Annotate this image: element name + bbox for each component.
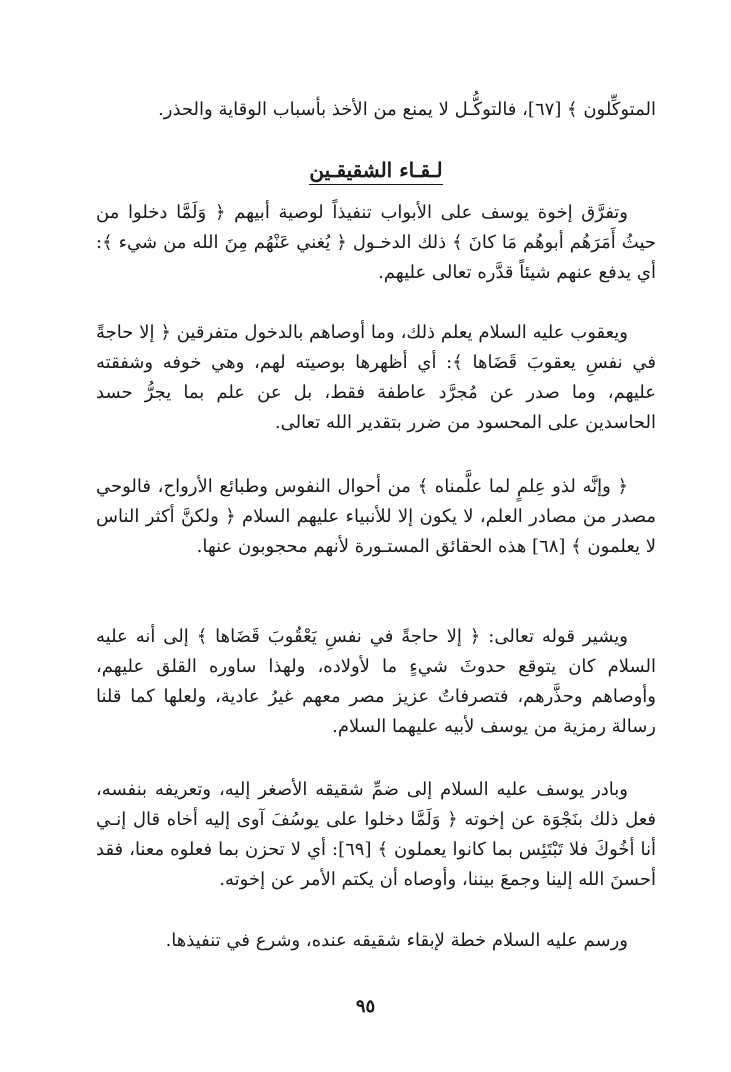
paragraph-4: ويشير قوله تعالى: ﴿ إلا حاجةً في نفسِ يَعْقُوبَ قَضَاها ﴾ إلى أنه عليه السلام كان يتوقع حدوثَ شيءٍ ما لأولاده، ولهذا ساوره القلق عليهم، وأوصاهم وحذَّرهم، فتصرفاتُ عزيز مصر معهم غيرُ عادية، ولعلها كما قلنا رسالة رمزية من يوسف لأبيه عليهما السلام.: [96, 626, 656, 737]
paragraph-5: وبادر يوسف عليه السلام إلى ضمِّ شقيقه الأصغر إليه، وتعريفه بنفسه، فعل ذلك بنَجْوَة عن إخوته ﴿ وَلَمَّا دخلوا على يوسُفَ آوى إليه أخاه قال إنـي أنا أخُوكَ فلا تَبْتَئِس بما كانوا يعملون ﴾ [٦٩]: أي لا تحزن بما فعلوه معنا، فقد أحسنَ الله إلينا وجمعَ بيننا، وأوصاه أن يكتم الأمر عن إخوته.: [96, 779, 656, 890]
page-number: ٩٥: [355, 996, 376, 1017]
paragraph-1: وتفرَّق إخوة يوسف على الأبواب تنفيذاً لوصية أبيهم ﴿ وَلَمَّا دخلوا من حيثُ أَمَرَهُم أبوهُم مَا كانَ ﴾ ذلك الدخـول ﴿ يُغني عَنْهُم مِنَ الله من شيء ﴾: أي يدفع عنهم شيئاً قدَّره تعالى عليهم.: [96, 202, 656, 283]
section-heading: [96, 154, 656, 186]
paragraph-6: ورسم عليه السلام خطة لإبقاء شقيقه عنده، وشرع في تنفيذها.: [165, 930, 628, 951]
paragraph-3: ﴿ وإنَّه لذو عِلمٍ لما علَّمناه ﴾ من أحوال النفوس وطبائع الأرواح، فالوحي مصدر من مصادر العلم، لا يكون إلا للأنبياء عليهم السلام ﴿ ولكنَّ أكثر الناس لا يعلمون ﴾ [٦٨] هذه الحقائق المستـورة لأنهم محجوبون عنها.: [96, 476, 656, 557]
continuation-line: المتوكِّلون ﴾ [٦٧]، فالتوكُّـل لا يمنع من الأخذ بأسباب الوقاية والحذر.: [158, 99, 656, 120]
paragraph-2: ويعقوب عليه السلام يعلم ذلك، وما أوصاهم بالدخول متفرقين ﴿ إلا حاجةً في نفسِ يعقوبَ قَضَاها ﴾: أي أظهرها بوصيته لهم، وهي خوفه وشفقته عليهم، وما صدر عن مُجرَّد عاطفة فقط، بل عن علم بما يجرُّ حسد الحاسدين على المحسود من ضرر بتقدير الله تعالى.: [96, 322, 656, 433]
section-heading-text: لـقـاء الشقيقـين: [309, 158, 442, 185]
